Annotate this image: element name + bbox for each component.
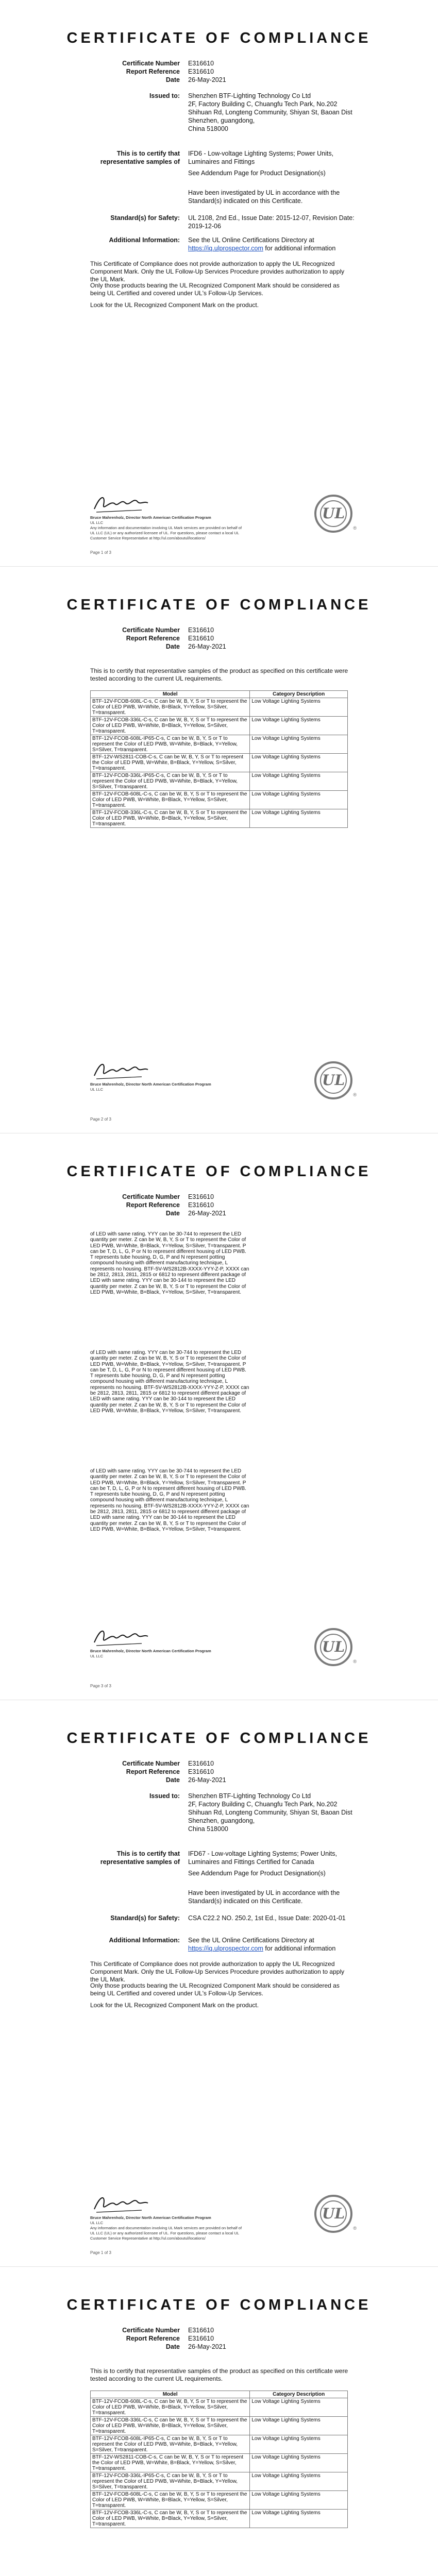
- model-cell: BTF-12V-FCOB-336L-C-s, C can be W, B, Y, S or T to represent the Color of LED PWB, W=White, B=Black, Y=Yellow, S=Silver, T=transparent.: [91, 2510, 250, 2528]
- issued-to-line: Shenzhen, guangdong,: [188, 117, 255, 124]
- meta-label: Date: [165, 76, 180, 83]
- signature-block: [90, 1082, 245, 1092]
- certificate-meta: [90, 1193, 343, 1217]
- category-cell: Low Voltage Lighting Systems: [250, 2398, 348, 2417]
- model-cell: BTF-12V-FCOB-336L-C-s, C can be W, B, Y, S or T to represent the Color of LED PWB, W=White, B=Black, Y=Yellow, S=Silver, T=transparent.: [91, 809, 250, 828]
- certificate-page-3: [0, 1133, 438, 1700]
- models-table: [90, 690, 348, 828]
- signature-note: Any information and documentation involving UL Mark services are provided on behalf of UL LLC (UL) or any authorized licensee of UL. For questions, please contact a local UL Customer Service Representative at http://ul.com/aboutul/locations/: [90, 2226, 242, 2241]
- investigated-note: Have been investigated by UL in accordance with the Standard(s) indicated on this Certificate.: [188, 189, 340, 205]
- model-cell: BTF-12V-FCOB-608L-IP65-C-s, C can be W, B, Y, S or T to represent the Color of LED PWB, W=White, B=Black, Y=Yellow, S=Silver, T=transparent.: [91, 2435, 250, 2454]
- category-cell: Low Voltage Lighting Systems: [250, 809, 348, 828]
- signer-org: UL LLC: [90, 2221, 104, 2225]
- compliance-paragraph: Only those products bearing the UL Recognized Component Mark should be considered as being UL Certified and covered under UL's Follow-Up Services.: [90, 1982, 340, 1997]
- issued-to-line: 2F, Factory Building C, Chuangfu Tech Park, No.202: [188, 100, 338, 108]
- additional-label: Additional Information:: [109, 236, 180, 244]
- model-cell: BTF-12V-FCOB-608L-IP65-C-s, C can be W, B, Y, S or T to represent the Color of LED PWB, W=White, B=Black, Y=Yellow, S=Silver, T=transparent.: [91, 735, 250, 754]
- model-cell: BTF-12V-WS2811-COB-C-s, C can be W, B, Y, S or T to represent the Color of LED PWB, W=White, B=Black, Y=Yellow, S=Silver, T=transparent.: [91, 2454, 250, 2472]
- standards-value: UL 2108, 2nd Ed., Issue Date: 2015-12-07, Revision Date: 2019-12-06: [188, 214, 355, 230]
- certificate-number: E316610: [188, 1193, 214, 1200]
- meta-label: Date: [165, 1776, 180, 1784]
- ul-mark-text: UL: [320, 1067, 347, 1094]
- prospector-link[interactable]: https://iq.ulprospector.com: [188, 245, 263, 252]
- meta-label: Date: [165, 1210, 180, 1217]
- signature-block: [90, 515, 245, 541]
- signature-note: Any information and documentation involving UL Mark services are provided on behalf of UL LLC (UL) or any authorized licensee of UL. For questions, please contact a local UL Customer Service Representative at http://ul.com/aboutul/locations/: [90, 526, 242, 540]
- certificate-page-2: [0, 567, 438, 1133]
- issued-to-line: China 518000: [188, 125, 228, 132]
- model-cell: BTF-12V-FCOB-336L-IP65-C-s, C can be W, B, Y, S or T to represent the Color of LED PWB, W=White, B=Black, Y=Yellow, S=Silver, T=transparent.: [91, 2472, 250, 2491]
- certificate-number: E316610: [188, 626, 214, 634]
- model-cell: BTF-12V-FCOB-336L-C-s, C can be W, B, Y, S or T to represent the Color of LED PWB, W=White, B=Black, Y=Yellow, S=Silver, T=transparent.: [91, 2417, 250, 2435]
- page-number: Page 2 of 3: [90, 1117, 111, 1122]
- table-row: [91, 2398, 348, 2417]
- col-category-header: Category Description: [250, 2391, 348, 2398]
- certificate-page-1: [0, 0, 438, 567]
- category-cell: Low Voltage Lighting Systems: [250, 735, 348, 754]
- issued-to-line: China 518000: [188, 1825, 228, 1833]
- signature-graphic: [90, 1056, 152, 1083]
- issued-to-line: Shenzhen BTF-Lighting Technology Co Ltd: [188, 92, 311, 99]
- signature-block: [90, 2215, 245, 2241]
- registered-mark: ®: [353, 526, 357, 531]
- category-cell: Low Voltage Lighting Systems: [250, 2435, 348, 2454]
- meta-label: Report Reference: [126, 635, 180, 642]
- col-model-header: Model: [91, 691, 250, 698]
- certificate-page-5: [0, 2267, 438, 2576]
- issued-to-line: 2F, Factory Building C, Chuangfu Tech Park, No.202: [188, 1801, 338, 1808]
- model-cell: BTF-12V-WS2811-COB-C-s, C can be W, B, Y, S or T to represent the Color of LED PWB, W=White, B=Black, Y=Yellow, S=Silver, T=transparent.: [91, 754, 250, 772]
- table-row: [91, 698, 348, 717]
- table-row: [91, 791, 348, 809]
- table-row: [91, 2510, 348, 2528]
- table-row: [91, 2454, 348, 2472]
- product-reference: IFD6 - Low-voltage Lighting Systems; Power Units, Luminaires and Fittings: [188, 150, 334, 165]
- meta-label: Certificate Number: [122, 1193, 180, 1200]
- meta-label: Date: [165, 643, 180, 650]
- certificate-page-4: [0, 1700, 438, 2267]
- model-cell: BTF-12V-FCOB-336L-IP65-C-s, C can be W, B, Y, S or T to represent the Color of LED PWB, W=White, B=Black, Y=Yellow, S=Silver, T=transparent.: [91, 772, 250, 791]
- category-cell: Low Voltage Lighting Systems: [250, 791, 348, 809]
- prospector-link[interactable]: https://iq.ulprospector.com: [188, 1945, 263, 1952]
- table-row: [91, 717, 348, 735]
- standards-value: CSA C22.2 NO. 250.2, 1st Ed., Issue Date: 2020-01-01: [188, 1914, 346, 1922]
- meta-label: Report Reference: [126, 68, 180, 75]
- meta-label: Certificate Number: [122, 2327, 180, 2334]
- addendum-note: See Addendum Page for Product Designation(s): [188, 1870, 326, 1877]
- report-reference: E316610: [188, 1201, 214, 1209]
- registered-mark: ®: [353, 2226, 357, 2231]
- additional-label: Additional Information:: [109, 1937, 180, 1944]
- table-row: [91, 772, 348, 791]
- signature-graphic: [90, 489, 152, 516]
- registered-mark: ®: [353, 1092, 357, 1097]
- signature-graphic: [90, 2190, 152, 2216]
- table-row: [91, 754, 348, 772]
- page-number: Page 3 of 3: [90, 1684, 111, 1688]
- model-cell: BTF-12V-FCOB-608L-C-s, C can be W, B, Y, S or T to represent the Color of LED PWB, W=White, B=Black, Y=Yellow, S=Silver, T=transparent.: [91, 2398, 250, 2417]
- meta-label: Report Reference: [126, 1201, 180, 1209]
- certificate-meta: [90, 2326, 343, 2351]
- certificate-title: CERTIFICATE OF COMPLIANCE: [66, 30, 372, 46]
- additional-line: See the UL Online Certifications Directory at: [188, 236, 314, 244]
- ul-mark-text: UL: [320, 500, 347, 527]
- certificate-number: E316610: [188, 60, 214, 67]
- table-row: [91, 2472, 348, 2491]
- signature-block: [90, 1649, 245, 1659]
- certify-label: This is to certify that representative samples of: [100, 150, 180, 165]
- ul-mark-logo: [314, 2195, 357, 2233]
- signer-name: Bruce Mahrenholz, Director North American Certification Program: [90, 1082, 211, 1087]
- category-cell: Low Voltage Lighting Systems: [250, 772, 348, 791]
- intro-paragraph: This is to certify that representative samples of the product as specified on this certificate were tested according to the current UL requirements.: [90, 2367, 348, 2382]
- category-cell: Low Voltage Lighting Systems: [250, 2417, 348, 2435]
- report-reference: E316610: [188, 2335, 214, 2342]
- addendum-note: See Addendum Page for Product Designation(s): [188, 170, 326, 177]
- additional-line: See the UL Online Certifications Directory at: [188, 1937, 314, 1944]
- category-cell: Low Voltage Lighting Systems: [250, 2472, 348, 2491]
- issued-to-line: Shihuan Rd, Longteng Community, Shiyan St, Baoan Dist: [188, 109, 352, 116]
- signer-org: UL LLC: [90, 520, 104, 525]
- certificate-date: 26-May-2021: [188, 1776, 226, 1784]
- certificate-date: 26-May-2021: [188, 2343, 226, 2350]
- report-reference: E316610: [188, 1768, 214, 1775]
- certificate-date: 26-May-2021: [188, 76, 226, 83]
- investigated-note: Have been investigated by UL in accordance with the Standard(s) indicated on this Certificate.: [188, 1889, 340, 1905]
- meta-label: Certificate Number: [122, 60, 180, 67]
- registered-mark: ®: [353, 1659, 357, 1664]
- model-cell: BTF-12V-FCOB-608L-C-s, C can be W, B, Y, S or T to represent the Color of LED PWB, W=White, B=Black, Y=Yellow, S=Silver, T=transparent.: [91, 698, 250, 717]
- model-continuation: of LED with same rating. YYY can be 30-744 to represent the LED quantity per meter. Z can be W, B, Y, S or T to represent the Color of LED PWB, W=White, B=Black, Y=Yellow, S=Silver, T=transparent. P can be T, D, L, G, P or N to represent different housing of LED PWB. T represents tube housing, D, G, P and N represent potting compound housing with different manufacturing technique, L represents no housing. BTF-5V-WS2812B-XXXX-YYY-Z-P, XXXX can be 2812, 2813, 2811, 2815 or 6812 to represent different package of LED with same rating. YYY can be 30-144 to represent the LED quantity per meter. Z can be W, B, Y, S or T to represent the Color of LED PWB, W=White, B=Black, Y=Yellow, S=Silver, T=transparent.: [90, 1231, 249, 1295]
- signer-name: Bruce Mahrenholz, Director North American Certification Program: [90, 515, 211, 520]
- meta-label: Date: [165, 2343, 180, 2350]
- signature-graphic: [90, 1623, 152, 1650]
- certificate-title: CERTIFICATE OF COMPLIANCE: [66, 1730, 372, 1747]
- ul-mark-logo: [314, 1061, 357, 1099]
- standards-label: Standard(s) for Safety:: [110, 1914, 180, 1922]
- signer-org: UL LLC: [90, 1654, 104, 1658]
- category-cell: Low Voltage Lighting Systems: [250, 698, 348, 717]
- table-row: [91, 2435, 348, 2454]
- ul-mark-logo: [314, 1628, 357, 1666]
- compliance-paragraph: Look for the UL Recognized Component Mark on the product.: [90, 2002, 259, 2009]
- signer-name: Bruce Mahrenholz, Director North American Certification Program: [90, 2215, 211, 2220]
- certificate-title: CERTIFICATE OF COMPLIANCE: [66, 597, 372, 613]
- compliance-paragraph: This Certificate of Compliance does not provide authorization to apply the UL Recognized Component Mark. Only the UL Follow-Up Services Procedure provides authorization to apply the UL Mark.: [90, 1960, 345, 1983]
- meta-label: Report Reference: [126, 2335, 180, 2342]
- issued-to-label: Issued to:: [149, 92, 180, 99]
- certificate-number: E316610: [188, 2327, 214, 2334]
- report-reference: E316610: [188, 635, 214, 642]
- product-reference: IFD67 - Low-voltage Lighting Systems; Power Units, Luminaires and Fittings Certified for Canada: [188, 1850, 338, 1866]
- standards-label: Standard(s) for Safety:: [110, 214, 180, 222]
- certificate-meta: [90, 59, 343, 84]
- category-cell: Low Voltage Lighting Systems: [250, 754, 348, 772]
- models-table: [90, 2391, 348, 2528]
- model-cell: BTF-12V-FCOB-336L-C-s, C can be W, B, Y, S or T to represent the Color of LED PWB, W=White, B=Black, Y=Yellow, S=Silver, T=transparent.: [91, 717, 250, 735]
- certificate-meta: [90, 626, 343, 651]
- page-number: Page 1 of 3: [90, 2250, 111, 2255]
- col-category-header: Category Description: [250, 691, 348, 698]
- category-cell: Low Voltage Lighting Systems: [250, 2454, 348, 2472]
- ul-mark-logo: [314, 495, 357, 533]
- certificate-meta: [90, 1759, 343, 1784]
- model-continuation: of LED with same rating. YYY can be 30-744 to represent the LED quantity per meter. Z can be W, B, Y, S or T to represent the Color of LED PWB, W=White, B=Black, Y=Yellow, S=Silver, T=transparent. P can be T, D, L, G, P or N to represent different housing of LED PWB. T represents tube housing, D, G, P and N represent potting compound housing with different manufacturing technique, L represents no housing. BTF-5V-WS2812B-XXXX-YYY-Z-P, XXXX can be 2812, 2813, 2811, 2815 or 6812 to represent different package of LED with same rating. YYY can be 30-144 to represent the LED quantity per meter. Z can be W, B, Y, S or T to represent the Color of LED PWB, W=White, B=Black, Y=Yellow, S=Silver, T=transparent.: [90, 1350, 249, 1414]
- issued-to-line: Shenzhen, guangdong,: [188, 1817, 255, 1824]
- meta-label: Certificate Number: [122, 1760, 180, 1767]
- issued-to-line: Shihuan Rd, Longteng Community, Shiyan St, Baoan Dist: [188, 1809, 352, 1816]
- meta-label: Certificate Number: [122, 626, 180, 634]
- additional-line: for additional information: [265, 1945, 336, 1952]
- col-model-header: Model: [91, 2391, 250, 2398]
- report-reference: E316610: [188, 68, 214, 75]
- table-row: [91, 2417, 348, 2435]
- additional-line: for additional information: [265, 245, 336, 252]
- compliance-paragraph: This Certificate of Compliance does not provide authorization to apply the UL Recognized Component Mark. Only the UL Follow-Up Services Procedure provides authorization to apply the UL Mark.: [90, 260, 345, 283]
- signer-name: Bruce Mahrenholz, Director North American Certification Program: [90, 1649, 211, 1653]
- category-cell: Low Voltage Lighting Systems: [250, 717, 348, 735]
- issued-to-label: Issued to:: [149, 1792, 180, 1800]
- certificate-number: E316610: [188, 1760, 214, 1767]
- category-cell: Low Voltage Lighting Systems: [250, 2510, 348, 2528]
- ul-mark-text: UL: [320, 2200, 347, 2227]
- model-cell: BTF-12V-FCOB-608L-C-s, C can be W, B, Y, S or T to represent the Color of LED PWB, W=White, B=Black, Y=Yellow, S=Silver, T=transparent.: [91, 791, 250, 809]
- meta-label: Report Reference: [126, 1768, 180, 1775]
- certificate-date: 26-May-2021: [188, 643, 226, 650]
- table-row: [91, 809, 348, 828]
- intro-paragraph: This is to certify that representative samples of the product as specified on this certificate were tested according to the current UL requirements.: [90, 667, 348, 682]
- certificate-title: CERTIFICATE OF COMPLIANCE: [66, 1163, 372, 1180]
- issued-to-line: Shenzhen BTF-Lighting Technology Co Ltd: [188, 1792, 311, 1800]
- certificate-date: 26-May-2021: [188, 1210, 226, 1217]
- compliance-paragraph: Only those products bearing the UL Recognized Component Mark should be considered as being UL Certified and covered under UL's Follow-Up Services.: [90, 282, 340, 297]
- table-row: [91, 735, 348, 754]
- category-cell: Low Voltage Lighting Systems: [250, 2491, 348, 2510]
- model-cell: BTF-12V-FCOB-608L-C-s, C can be W, B, Y, S or T to represent the Color of LED PWB, W=White, B=Black, Y=Yellow, S=Silver, T=transparent.: [91, 2491, 250, 2510]
- certificate-title: CERTIFICATE OF COMPLIANCE: [66, 2297, 372, 2313]
- page-number: Page 1 of 3: [90, 550, 111, 555]
- ul-mark-text: UL: [320, 1634, 347, 1660]
- compliance-paragraph: Look for the UL Recognized Component Mark on the product.: [90, 301, 259, 309]
- signer-org: UL LLC: [90, 1087, 104, 1092]
- model-continuation: of LED with same rating. YYY can be 30-744 to represent the LED quantity per meter. Z can be W, B, Y, S or T to represent the Color of LED PWB, W=White, B=Black, Y=Yellow, S=Silver, T=transparent. P can be T, D, L, G, P or N to represent different housing of LED PWB. T represents tube housing, D, G, P and N represent potting compound housing with different manufacturing technique, L represents no housing. BTF-5V-WS2812B-XXXX-YYY-Z-P, XXXX can be 2812, 2813, 2811, 2815 or 6812 to represent different package of LED with same rating. YYY can be 30-144 to represent the LED quantity per meter. Z can be W, B, Y, S or T to represent the Color of LED PWB, W=White, B=Black, Y=Yellow, S=Silver, T=transparent.: [90, 1468, 249, 1532]
- certify-label: This is to certify that representative samples of: [100, 1850, 180, 1866]
- table-row: [91, 2491, 348, 2510]
